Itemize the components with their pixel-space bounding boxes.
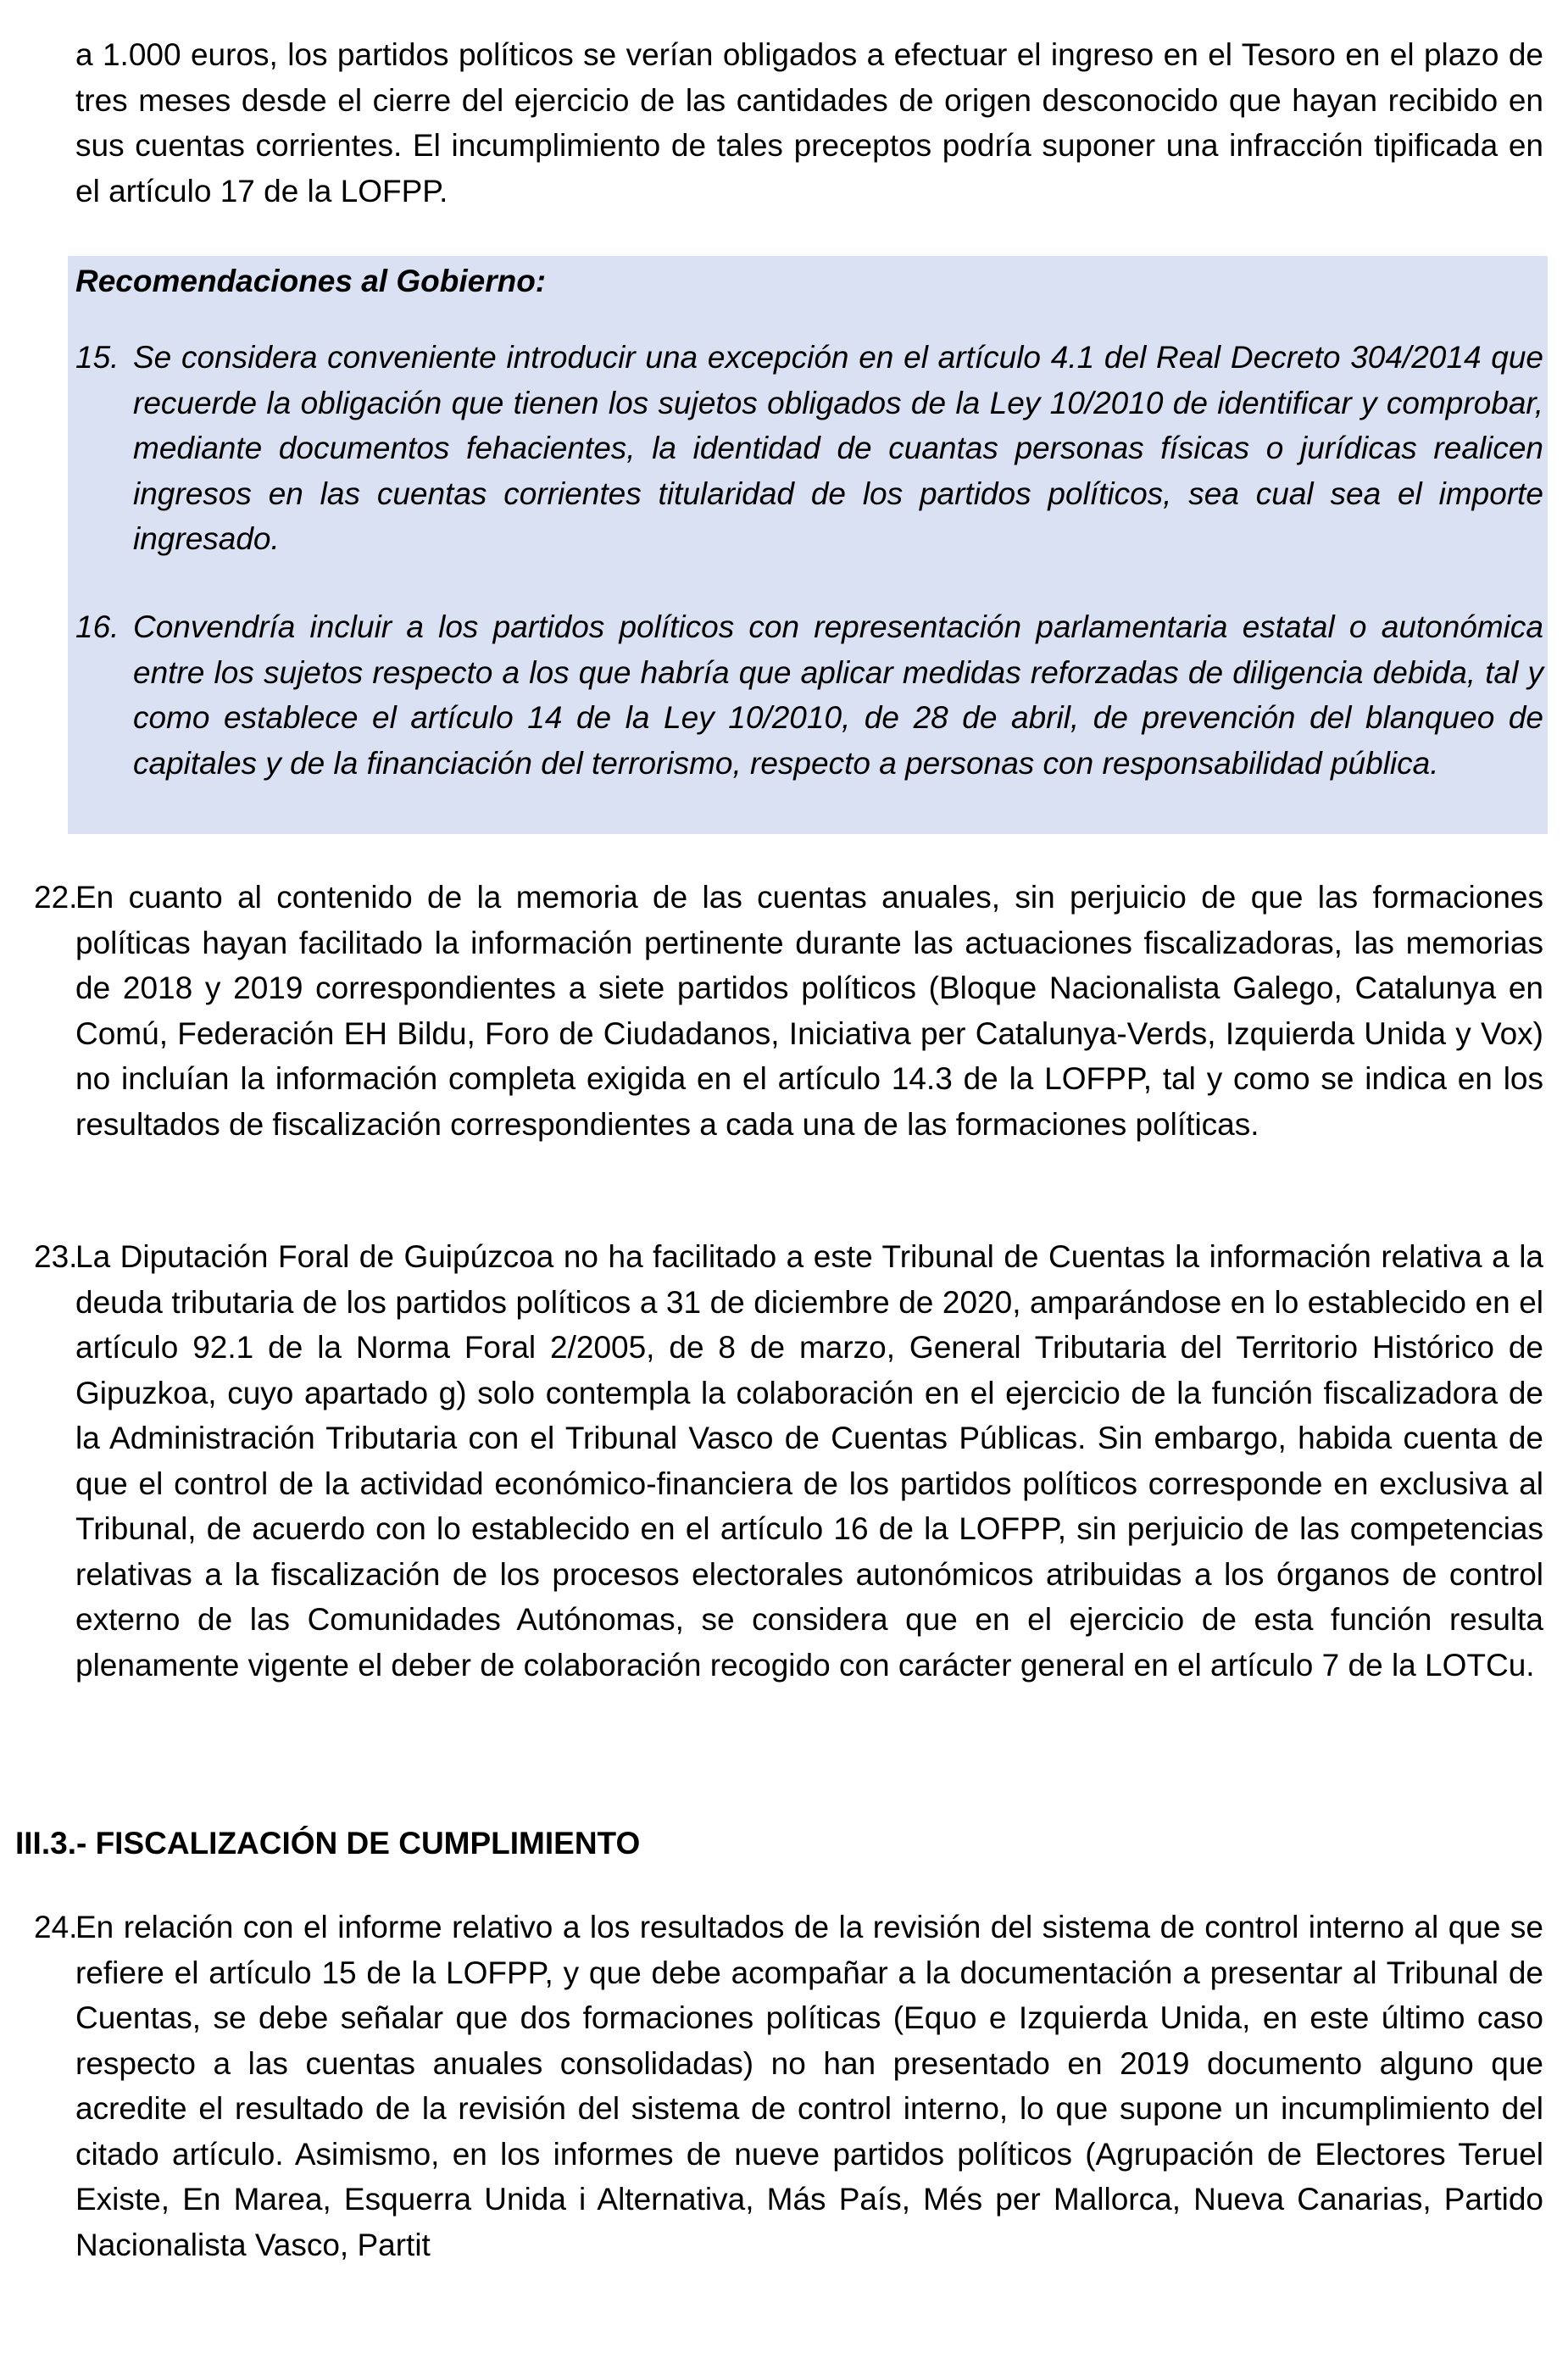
paragraph-22 bbox=[34, 875, 1543, 1147]
paragraph-number: 23. bbox=[34, 1239, 78, 1274]
recommendation-item-15 bbox=[75, 335, 1543, 562]
paragraph-number: 24. bbox=[34, 1910, 78, 1944]
recommendations-heading: Recomendaciones al Gobierno: bbox=[75, 264, 547, 298]
paragraph-24 bbox=[34, 1905, 1543, 2267]
section-heading: III.3.- FISCALIZACIÓN DE CUMPLIMIENTO bbox=[15, 1826, 641, 1861]
recommendation-number: 15. bbox=[75, 340, 120, 375]
paragraph-text: En cuanto al contenido de la memoria de las cuentas anuales, sin perjuicio de que las formaciones políticas hayan facilitado la información pertinente durante las actuaciones fiscalizadoras, las memorias de 2018 y 2019 correspondientes a siete partidos políticos (Bloque Nacionalista Galego, Catalunya en Comú, Federación EH Bildu, Foro de Ciudadanos, Iniciativa per Catalunya-Verds, Izquierda Unida y Vox) no incluían la información completa exigida en el artículo 14.3 de la LOFPP, tal y como se indica en los resultados de fiscalización correspondientes a cada una de las formaciones políticas. bbox=[75, 880, 1543, 1142]
paragraph-number: 22. bbox=[34, 880, 78, 915]
recommendation-text: Se considera conveniente introducir una excepción en el artículo 4.1 del Real Decreto 304/2014 que recuerde la obligación que tienen los sujetos obligados de la Ley 10/2010 de identificar y comprobar, mediante documentos fehacientes, la identidad de cuantas personas físicas o jurídicas realicen ingresos en las cuentas corrientes titularidad de los partidos políticos, sea cual sea el importe ingresado. bbox=[133, 340, 1543, 556]
recommendation-text: Convendría incluir a los partidos políticos con representación parlamentaria estatal o autonómica entre los sujetos respecto a los que habría que aplicar medidas reforzadas de diligencia debida, tal y como establece el artículo 14 de la Ley 10/2010, de 28 de abril, de prevención del blanqueo de capitales y de la financiación del terrorismo, respecto a personas con responsabilidad pública. bbox=[133, 609, 1543, 781]
paragraph-23 bbox=[34, 1234, 1543, 1688]
recommendation-number: 16. bbox=[75, 609, 120, 644]
intro-paragraph: a 1.000 euros, los partidos políticos se verían obligados a efectuar el ingreso en el Tesoro en el plazo de tres meses desde el cierre del ejercicio de las cantidades de origen desconocido que hayan recibido en sus cuentas corrientes. El incumplimiento de tales preceptos podría suponer una infracción tipificada en el artículo 17 de la LOFPP. bbox=[75, 37, 1543, 209]
paragraph-text: La Diputación Foral de Guipúzcoa no ha facilitado a este Tribunal de Cuentas la información relativa a la deuda tributaria de los partidos políticos a 31 de diciembre de 2020, amparándose en lo establecido en el artículo 92.1 de la Norma Foral 2/2005, de 8 de marzo, General Tributaria del Territorio Histórico de Gipuzkoa, cuyo apartado g) solo contempla la colaboración en el ejercicio de la función fiscalizadora de la Administración Tributaria con el Tribunal Vasco de Cuentas Públicas. Sin embargo, habida cuenta de que el control de la actividad económico-financiera de los partidos políticos corresponde en exclusiva al Tribunal, de acuerdo con lo establecido en el artículo 16 de la LOFPP, sin perjuicio de las competencias relativas a la fiscalización de los procesos electorales autonómicos atribuidas a los órganos de control externo de las Comunidades Autónomas, se considera que en el ejercicio de esta función resulta plenamente vigente el deber de colaboración recogido con carácter general en el artículo 7 de la LOTCu. bbox=[75, 1239, 1543, 1683]
paragraph-text: En relación con el informe relativo a los resultados de la revisión del sistema de control interno al que se refiere el artículo 15 de la LOFPP, y que debe acompañar a la documentación a presentar al Tribunal de Cuentas, se debe señalar que dos formaciones políticas (Equo e Izquierda Unida, en este último caso respecto a las cuentas anuales consolidadas) no han presentado en 2019 documento alguno que acredite el resultado de la revisión del sistema de control interno, lo que supone un incumplimiento del citado artículo. Asimismo, en los informes de nueve partidos políticos (Agrupación de Electores Teruel Existe, En Marea, Esquerra Unida i Alternativa, Más País, Més per Mallorca, Nueva Canarias, Partido Nacionalista Vasco, Partit bbox=[75, 1910, 1543, 2262]
recommendation-item-16 bbox=[75, 604, 1543, 786]
